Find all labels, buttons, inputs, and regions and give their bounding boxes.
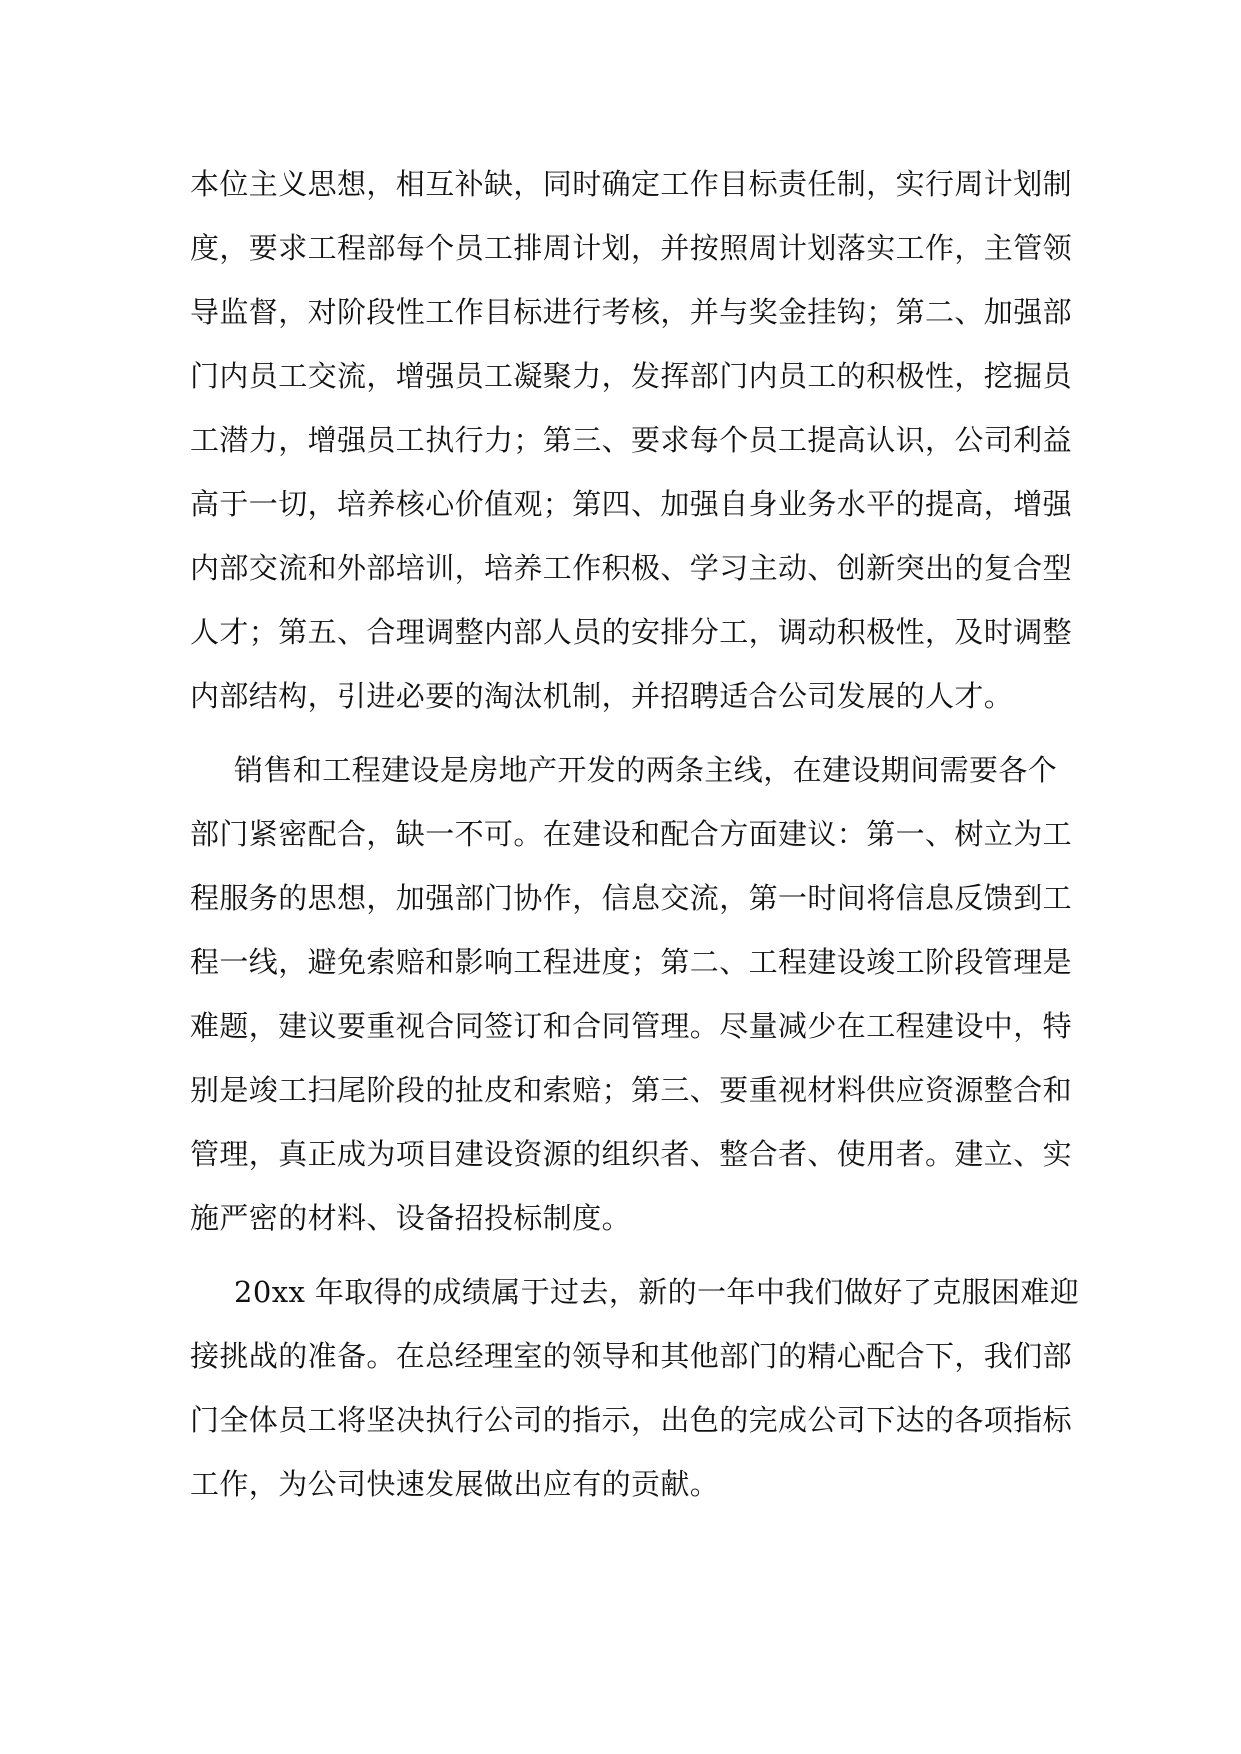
text-line: 施严密的材料、设备招投标制度。 — [190, 1201, 632, 1235]
text-line: 导监督，对阶段性工作目标进行考核，并与奖金挂钩；第二、加强部 — [190, 295, 1073, 329]
text-line: 难题，建议要重视合同签订和合同管理。尽量减少在工程建设中，特 — [190, 1009, 1073, 1043]
text-line-indented: 20xx 年取得的成绩属于过去，新的一年中我们做好了克服困难迎 — [234, 1275, 1080, 1309]
text-line: 度，要求工程部每个员工排周计划，并按照周计划落实工作，主管领 — [190, 231, 1073, 265]
text-line: 工作，为公司快速发展做出应有的贡献。 — [190, 1467, 720, 1501]
text-line: 工潜力，增强员工执行力；第三、要求每个员工提高认识，公司利益 — [190, 423, 1073, 457]
text-line: 高于一切，培养核心价值观；第四、加强自身业务水平的提高，增强 — [190, 487, 1073, 521]
paragraph-2 — [190, 738, 1073, 1250]
text-line: 接挑战的准备。在总经理室的领导和其他部门的精心配合下，我们部 — [190, 1339, 1073, 1373]
text-line: 管理，真正成为项目建设资源的组织者、整合者、使用者。建立、实 — [190, 1137, 1073, 1171]
text-line: 程服务的思想，加强部门协作，信息交流，第一时间将信息反馈到工 — [190, 881, 1073, 915]
paragraph-1 — [190, 152, 1073, 728]
text-line-indented: 销售和工程建设是房地产开发的两条主线，在建设期间需要各个 — [234, 753, 1058, 787]
text-line: 本位主义思想，相互补缺，同时确定工作目标责任制，实行周计划制 — [190, 167, 1073, 201]
text-line: 部门紧密配合，缺一不可。在建设和配合方面建议：第一、树立为工 — [190, 817, 1073, 851]
text-line: 内部交流和外部培训，培养工作积极、学习主动、创新突出的复合型 — [190, 551, 1073, 585]
document-body — [190, 152, 1080, 1526]
text-line: 门全体员工将坚决执行公司的指示，出色的完成公司下达的各项指标 — [190, 1403, 1073, 1437]
text-line: 人才；第五、合理调整内部人员的安排分工，调动积极性，及时调整 — [190, 615, 1073, 649]
text-line: 内部结构，引进必要的淘汰机制，并招聘适合公司发展的人才。 — [190, 679, 1014, 713]
text-line: 别是竣工扫尾阶段的扯皮和索赔；第三、要重视材料供应资源整合和 — [190, 1073, 1073, 1107]
text-line: 程一线，避免索赔和影响工程进度；第二、工程建设竣工阶段管理是 — [190, 945, 1073, 979]
paragraph-3 — [190, 1260, 1080, 1516]
text-line: 门内员工交流，增强员工凝聚力，发挥部门内员工的积极性，挖掘员 — [190, 359, 1073, 393]
